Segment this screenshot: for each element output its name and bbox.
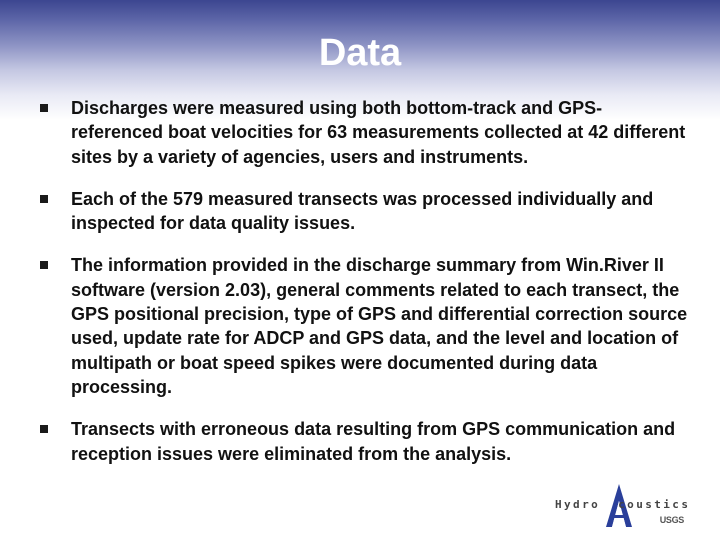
square-bullet-icon — [40, 261, 48, 269]
square-bullet-icon — [40, 104, 48, 112]
square-bullet-icon — [40, 195, 48, 203]
bullet-text: Discharges were measured using both bottom-track and GPS-referenced boat velocities for 63 measurements collected at 42 different sites by a variety of agencies, users and instruments. — [71, 98, 686, 167]
bullet-text: Each of the 579 measured transects was processed individually and inspected for data quality issues. — [71, 188, 654, 234]
bullet-text: The information provided in the discharge summary from Win.River II software (version 2.03), general comments related to each transect, the GPS positional precision, type of GPS and differential correction source used, update rate for ADCP and GPS data, and the level and location of multipath or boat speed spikes were documented during data processing. — [71, 255, 688, 397]
bullet-item — [40, 417, 690, 466]
square-bullet-icon — [40, 425, 48, 433]
logo-wordmark: Hydro coustics — [555, 498, 691, 511]
hydroacoustics-logo — [555, 483, 690, 533]
bullet-text: Transects with erroneous data resulting from GPS communication and reception issues were eliminated from the analysis. — [71, 419, 676, 464]
bullet-item — [40, 96, 690, 169]
slide-title: Data — [318, 32, 402, 74]
bullet-item — [40, 187, 690, 236]
bullet-list — [40, 96, 690, 484]
bullet-item — [40, 253, 690, 399]
usgs-mark: USGS — [659, 515, 684, 525]
